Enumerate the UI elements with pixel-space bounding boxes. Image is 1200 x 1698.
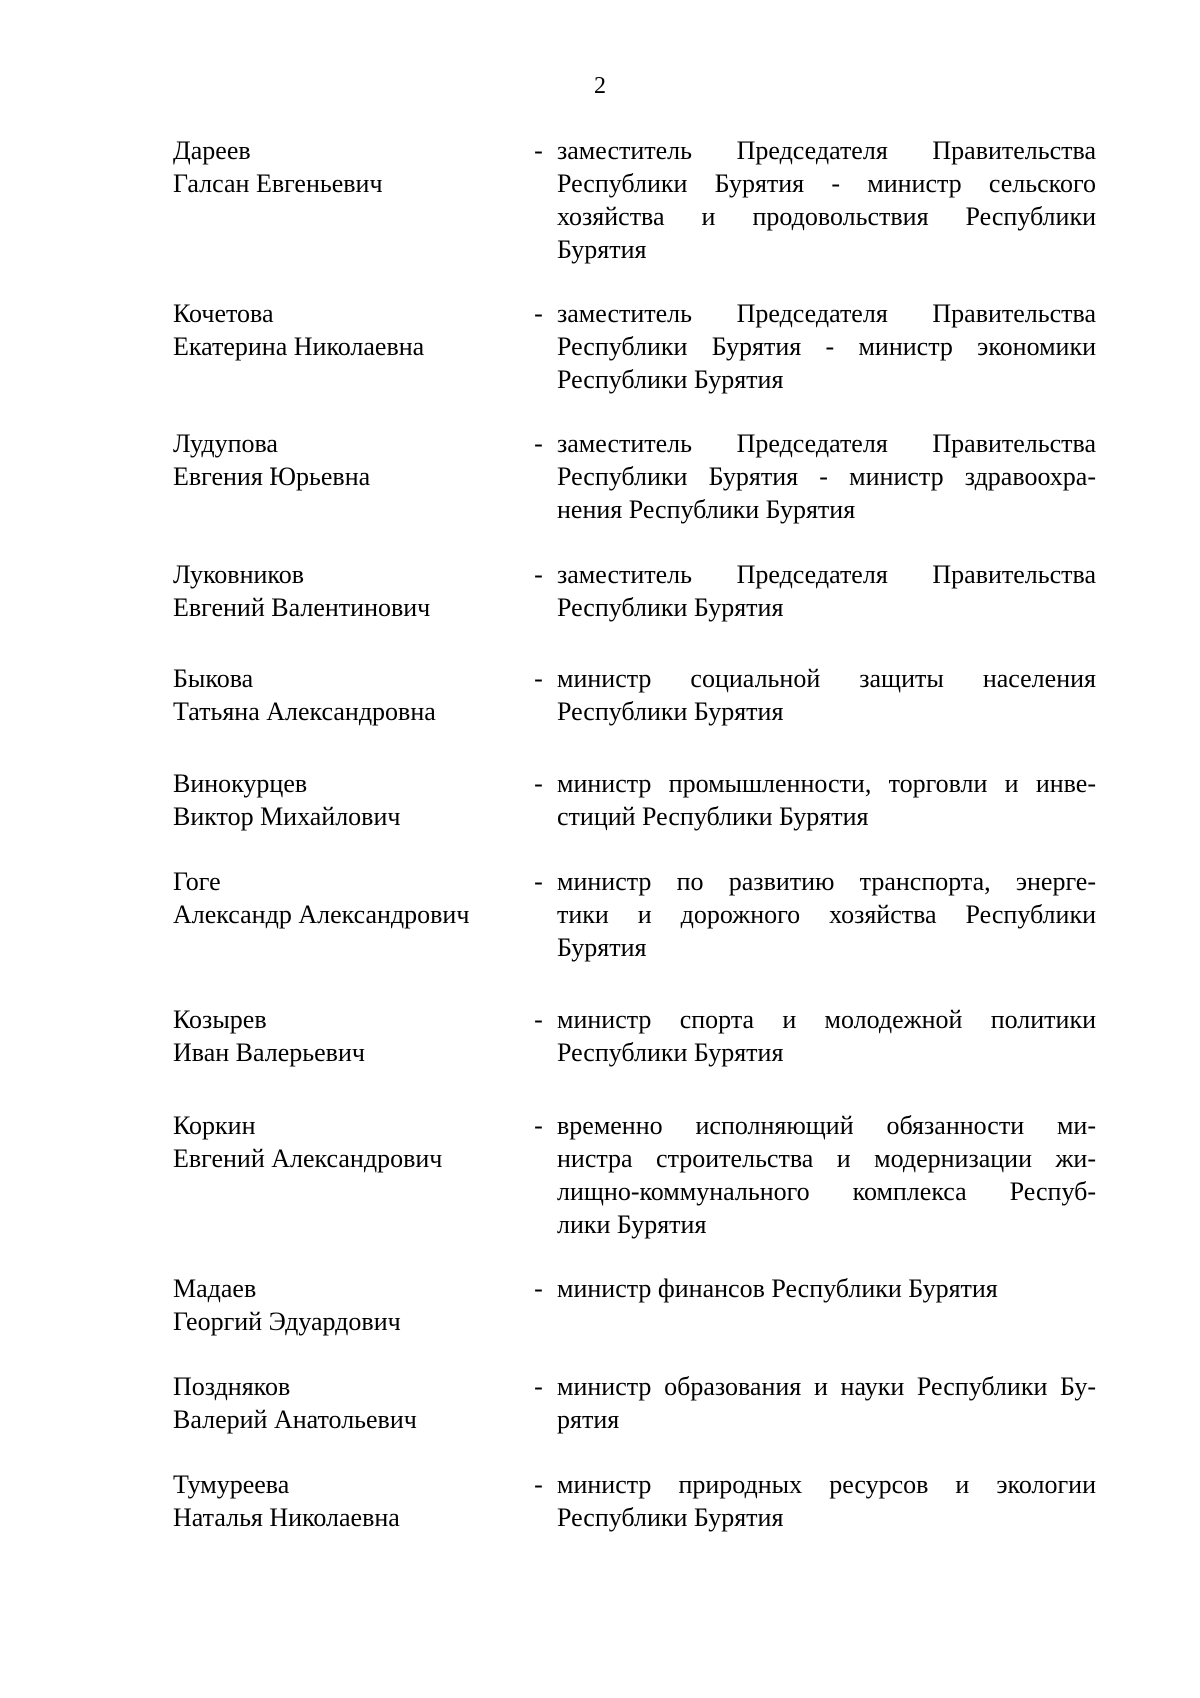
position-line: Республики Бурятия	[557, 697, 784, 726]
member-given-names: Евгений Валентинович	[173, 593, 431, 622]
member-entry	[173, 427, 1096, 558]
position-line: лищно-коммунального комплекса Респуб-	[557, 1177, 1096, 1206]
member-position	[557, 297, 1096, 396]
position-line: заместитель Председателя Правительства	[557, 560, 1096, 589]
member-surname: Козырев	[173, 1005, 267, 1034]
member-position	[557, 1272, 1096, 1305]
dash-separator: -	[534, 560, 543, 589]
member-entry	[173, 1109, 1096, 1272]
member-name	[173, 1468, 520, 1534]
position-line: министр промышленности, торговли и инве-	[557, 769, 1096, 798]
position-line: Республики Бурятия	[557, 1503, 784, 1532]
member-given-names: Татьяна Александровна	[173, 697, 436, 726]
position-line: министр спорта и молодежной политики	[557, 1005, 1096, 1034]
member-entry	[173, 1003, 1096, 1109]
member-surname: Быкова	[173, 664, 254, 693]
dash-separator: -	[534, 664, 543, 693]
member-name	[173, 1109, 520, 1175]
member-name	[173, 662, 520, 728]
dash-separator: -	[534, 1274, 543, 1303]
position-line: нистра строительства и модернизации жи-	[557, 1144, 1096, 1173]
member-name	[173, 1272, 520, 1338]
member-given-names: Галсан Евгеньевич	[173, 169, 383, 198]
member-surname: Лудупова	[173, 429, 278, 458]
position-line: хозяйства и продовольствия Республики	[557, 202, 1096, 231]
member-given-names: Евгения Юрьевна	[173, 462, 371, 491]
position-line: министр финансов Республики Бурятия	[557, 1274, 998, 1303]
position-line: заместитель Председателя Правительства	[557, 299, 1096, 328]
member-entry	[173, 767, 1096, 865]
position-line: Бурятия	[557, 933, 647, 962]
member-name	[173, 134, 520, 200]
member-surname: Винокурцев	[173, 769, 308, 798]
position-line: нения Республики Бурятия	[557, 495, 856, 524]
dash-separator: -	[534, 299, 543, 328]
position-line: министр природных ресурсов и экологии	[557, 1470, 1096, 1499]
dash-separator: -	[534, 429, 543, 458]
member-position	[557, 134, 1096, 266]
position-line: министр социальной защиты населения	[557, 664, 1096, 693]
member-given-names: Валерий Анатольевич	[173, 1405, 417, 1434]
member-given-names: Виктор Михайлович	[173, 802, 401, 831]
member-given-names: Георгий Эдуардович	[173, 1307, 401, 1336]
member-position	[557, 662, 1096, 728]
position-line: Республики Бурятия	[557, 365, 784, 394]
position-line: заместитель Председателя Правительства	[557, 136, 1096, 165]
member-name	[173, 1003, 520, 1069]
member-given-names: Евгений Александрович	[173, 1144, 443, 1173]
dash-separator: -	[534, 1470, 543, 1499]
member-position	[557, 558, 1096, 624]
member-position	[557, 1109, 1096, 1241]
member-given-names: Иван Валерьевич	[173, 1038, 365, 1067]
position-line: Республики Бурятия - министр экономики	[557, 332, 1096, 361]
member-surname: Поздняков	[173, 1372, 291, 1401]
member-given-names: Наталья Николаевна	[173, 1503, 400, 1532]
position-line: стиций Республики Бурятия	[557, 802, 869, 831]
dash-separator: -	[534, 769, 543, 798]
member-name	[173, 1370, 520, 1436]
position-line: заместитель Председателя Правительства	[557, 429, 1096, 458]
member-name	[173, 427, 520, 493]
member-surname: Тумуреева	[173, 1470, 290, 1499]
position-line: министр по развитию транспорта, энерге-	[557, 867, 1096, 896]
position-line: рятия	[557, 1405, 620, 1434]
member-surname: Луковников	[173, 560, 304, 589]
dash-separator: -	[534, 867, 543, 896]
member-position	[557, 865, 1096, 964]
member-name	[173, 297, 520, 363]
member-entry	[173, 558, 1096, 662]
members-list	[173, 134, 1096, 1538]
page-number: 2	[594, 73, 606, 99]
member-position	[557, 767, 1096, 833]
member-position	[557, 427, 1096, 526]
member-name	[173, 767, 520, 833]
position-line: тики и дорожного хозяйства Республики	[557, 900, 1096, 929]
position-line: лики Бурятия	[557, 1210, 707, 1239]
dash-separator: -	[534, 1111, 543, 1140]
member-given-names: Екатерина Николаевна	[173, 332, 425, 361]
member-surname: Гоге	[173, 867, 221, 896]
dash-separator: -	[534, 1372, 543, 1401]
position-line: Бурятия	[557, 235, 647, 264]
dash-separator: -	[534, 1005, 543, 1034]
member-entry	[173, 1468, 1096, 1538]
member-entry	[173, 662, 1096, 767]
member-entry	[173, 1272, 1096, 1370]
member-surname: Дареев	[173, 136, 251, 165]
member-entry	[173, 1370, 1096, 1468]
member-given-names: Александр Александрович	[173, 900, 470, 929]
member-surname: Коркин	[173, 1111, 256, 1140]
dash-separator: -	[534, 136, 543, 165]
member-name	[173, 558, 520, 624]
member-entry	[173, 134, 1096, 297]
member-position	[557, 1468, 1096, 1534]
member-surname: Кочетова	[173, 299, 274, 328]
member-position	[557, 1370, 1096, 1436]
position-line: министр образования и науки Республики Бу-	[557, 1372, 1096, 1401]
position-line: Республики Бурятия - министр здравоохра-	[557, 462, 1096, 491]
member-entry	[173, 297, 1096, 427]
position-line: Республики Бурятия - министр сельского	[557, 169, 1096, 198]
position-line: Республики Бурятия	[557, 1038, 784, 1067]
member-position	[557, 1003, 1096, 1069]
member-name	[173, 865, 520, 931]
member-surname: Мадаев	[173, 1274, 257, 1303]
position-line: временно исполняющий обязанности ми-	[557, 1111, 1096, 1140]
position-line: Республики Бурятия	[557, 593, 784, 622]
member-entry	[173, 865, 1096, 1003]
